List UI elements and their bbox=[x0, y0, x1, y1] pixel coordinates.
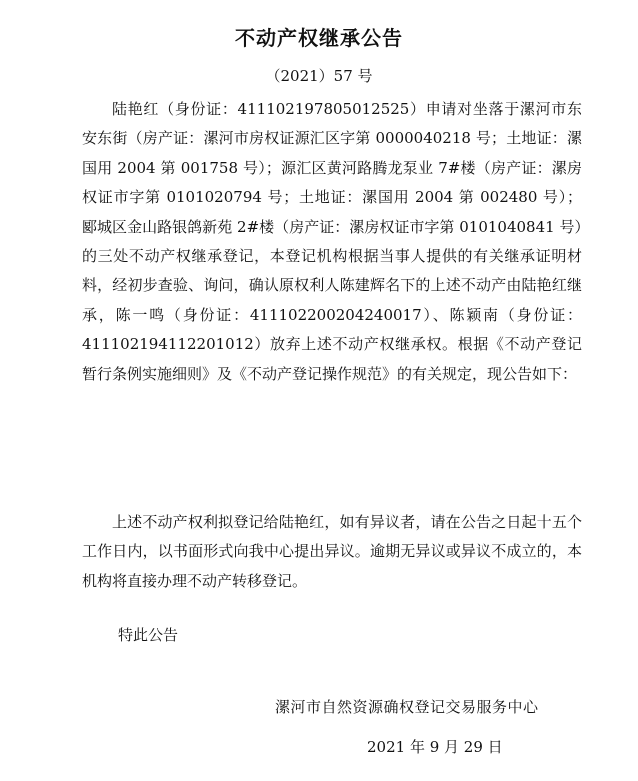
notice-paragraph-2: 上述不动产权利拟登记给陆艳红，如有异议者，请在公告之日起十五个工作日内，以书面形式向我中心提出异议。逾期无异议或异议不成立的，本机构将直接办理不动产转移登记。 bbox=[82, 513, 582, 590]
notice-title: 不动产权继承公告 bbox=[235, 26, 403, 50]
closing-remark: 特此公告 bbox=[118, 626, 179, 644]
notice-number: （2021）57 号 bbox=[265, 67, 373, 85]
issue-date: 2021 年 9 月 29 日 bbox=[367, 738, 503, 756]
issuing-organization: 漯河市自然资源确权登记交易服务中心 bbox=[275, 698, 539, 716]
notice-paragraph-1: 陆艳红（身份证：411102197805012525）申请对坐落于漯河市东安东街（房产证：漯河市房权证源汇区字第 0000040218 号；土地证：漯国用 2004 第 001758 号）；源汇区黄河路腾龙泵业 7#楼（房产证：漯房权证市字第 0101020794 号；土地证：漯国用 2004 第 002480 号）； 郾城区金山路银鸽新苑 2#楼（房产证：漯房权证市字第 0101040841 号）的三处不动产权继承登记，本登记机构根据当事人提供的有关继承证明材料，经初步查验、询问，确认原权利人陈建辉名下的上述不动产由陆艳红继承，陈一鸣（身份证：411102200204240017）、陈颖南（身份证：411102194112201012）放弃上述不动产权继承权。根据《不动产登记暂行条例实施细则》及《不动产登记操作规范》的有关规定，现公告如下： bbox=[82, 100, 582, 383]
